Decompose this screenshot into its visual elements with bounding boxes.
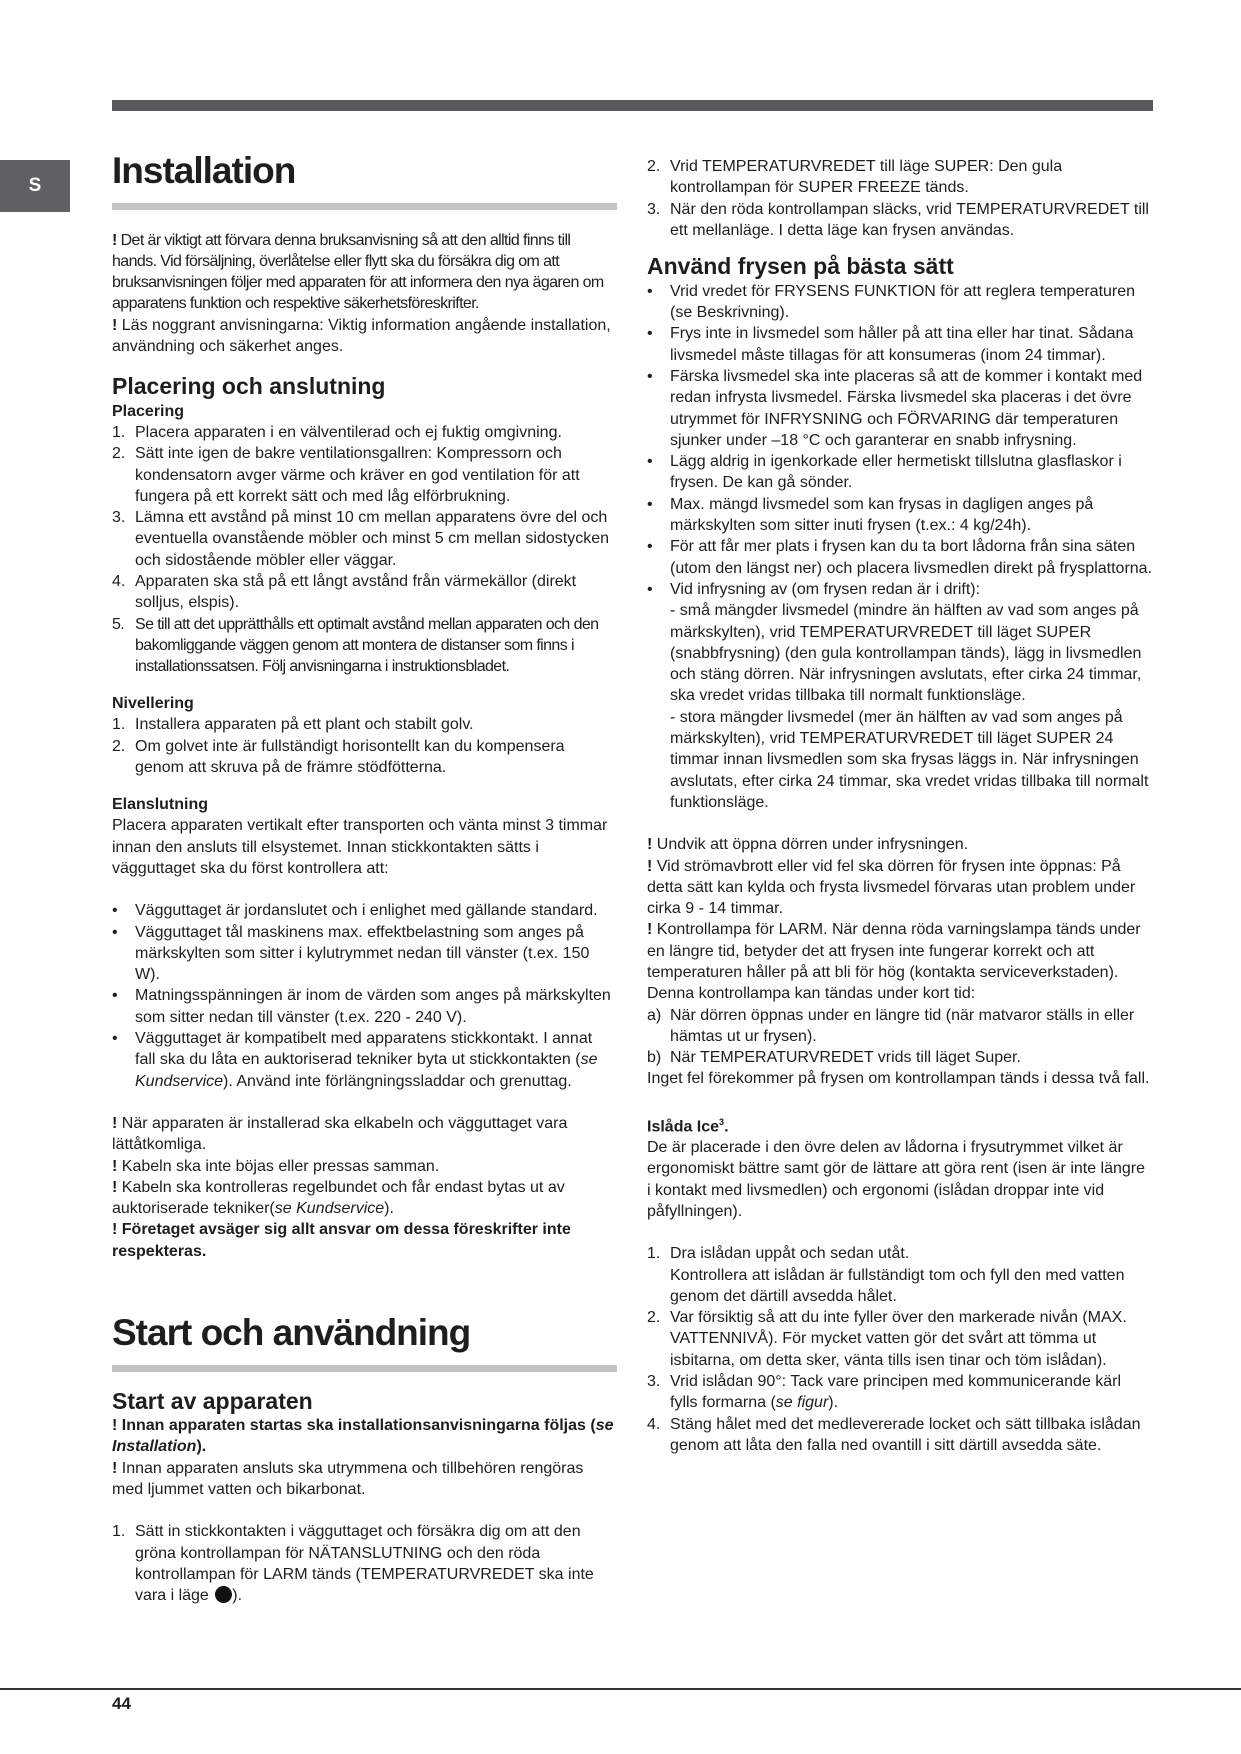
list-item: • Vrid vredet för FRYSENS FUNKTION för att reglera temperaturen (se Beskrivning). (647, 282, 1136, 322)
list-item: 1. Sätt in stickkontakten i vägguttaget och försäkra dig om att den gröna kontrollampan för NÄTANSLUTNING och den röda kontrollampan för LARM tänds (TEMPERATURVREDET ska inte vara i läge ). (112, 1523, 594, 1605)
frys-list (647, 281, 1153, 813)
list-item: 2. Sätt inte igen de bakre ventilationsgallren: Kompressorn och kondensatorn avger värme och kräver en god ventilation för att fungera på ett korrekt sätt och med låg elförbrukning. (112, 445, 580, 505)
installation-warning-2: ! Läs noggrant anvisningarna: Viktig information angående installation, användning och säkerhet anges. (112, 316, 611, 356)
start-section-title: Start och användning (112, 1312, 471, 1354)
list-item: a) När dörren öppnas under en längre tid (när matvaror ställs in eller hämtas ut ur frysen). (647, 1006, 1135, 1045)
frys-warning-3: ! Kontrollampa för LARM. När denna röda varningslampa tänds under en längre tid, betyder det att frysen inte fungerar korrekt och att temperaturen håller på att bli för hög (kontakta serviceverkstaden). (647, 921, 1141, 981)
elanslutning-warning-2: ! Kabeln ska inte böjas eller pressas samman. (112, 1157, 440, 1175)
title-rule (112, 203, 617, 210)
knob-off-icon (215, 1586, 232, 1603)
list-item: • Matningsspänningen är inom de värden som anges på märkskylten som sitter nedan till vänster (t.ex. 220 - 240 V). (112, 987, 611, 1026)
start-subtitle: Start av apparaten (112, 1387, 313, 1414)
list-item: 2. Vrid TEMPERATURVREDET till läge SUPER: Den gula kontrollampan för SUPER FREEZE tänds. (647, 158, 1063, 197)
list-item: • Vid infrysning av (om frysen redan är i drift): - små mängder livsmedel (mindre än hälften av vad som anges på märkskylten), vrid TEMPERATURVREDET till läget SUPER (snabbfrysning) (den gula kontrollampan tänds), lägg in livsmedlen och stäng dörren. När infrysningen avslutats, efter cirka 24 timmar, ska vredet vridas tillbaka till normalt funktionsläge. - stora mängder livsmedel (mer än hälften av vad som anges på märkskylten), vrid TEMPERATURVREDET till läget SUPER 24 timmar innan livsmedlen som ska frysas läggs in. När infrysningen avslutats, efter cirka 24 timmar, ska vredet vridas tillbaka till normalt funktionsläge. (647, 580, 1149, 811)
start-steps-continued (647, 156, 1153, 241)
ice-list (647, 1243, 1153, 1456)
list-item: • Vägguttaget tål maskinens max. effektbelastning som anges på märkskylten som sitter i kylutrymmet nedan till vänster (t.ex. 150 W). (112, 923, 590, 984)
elanslutning-intro: Placera apparaten vertikalt efter transporten och vänta minst 3 timmar innan den ansluts till elsystemet. Innan stickkontakten sätts i vägguttaget ska du först kontrollera att: (112, 817, 608, 877)
installation-title: Installation (112, 150, 296, 191)
list-item: 2. Om golvet inte är fullständigt horisontellt kan du kompensera genom att skruva på de främre stödfötterna. (112, 737, 565, 777)
ice-text: De är placerade i den övre delen av lådorna i frysutrymmet vilket är ergonomiskt bättre samt gör de lättare att göra rent (isen är inte längre i kontakt med livsmedlen) och ergonomi (islådan droppar inte vid påfyllningen). (647, 1139, 1146, 1220)
placering-heading: Placering (112, 402, 185, 420)
nivellering-list (112, 714, 617, 778)
list-item: 5. Se till att det upprätthålls ett optimalt avstånd mellan apparaten och den bakomliggande väggen genom att montera de distanser som finns i installationssatsen. Följ anvisningarna i instruktionsbladet. (112, 615, 599, 676)
language-tab: S (0, 160, 70, 212)
list-item: • Vägguttaget är kompatibelt med apparatens stickkontakt. I annat fall ska du låta en auktoriserad tekniker byta ut stickkontakten (se Kundservice). Använd inte förlängningssladdar och grenuttag. (112, 1030, 598, 1090)
frys-section-title: Använd frysen på bästa sätt (647, 253, 954, 280)
elanslutning-warning-4: ! Företaget avsäger sig allt ansvar om dessa föreskrifter inte respekteras. (112, 1221, 571, 1260)
frys-warning-1: ! Undvik att öppna dörren under infrysningen. (647, 836, 969, 854)
list-item: 3. När den röda kontrollampan släcks, vrid TEMPERATURVREDET till ett mellanläge. I detta läge kan frysen användas. (647, 200, 1149, 239)
list-item: 3. Lämna ett avstånd på minst 10 cm mellan apparatens övre del och eventuella ovanstående möbler och minst 5 cm mellan sidostycken och sidostående möbler eller väggar. (112, 509, 610, 569)
list-item: • Frys inte in livsmedel som håller på att tina eller har tinat. Sådana livsmedel måste tillagas för att konsumeras (inom 24 timmar). (647, 325, 1134, 364)
list-item: • Vägguttaget är jordanslutet och i enlighet med gällande standard. (112, 902, 598, 920)
list-item: 1. Dra islådan uppåt och sedan utåt. Kontrollera att islådan är fullständigt tom och fyll den med vatten genom det därtill avsedda hålet. (647, 1245, 1125, 1305)
frys-warning-2: ! Vid strömavbrott eller vid fel ska dörren för frysen inte öppnas: På detta sätt kan kylda och frysta livsmedel förvaras utan problem under cirka 9 - 14 timmar. (647, 857, 1136, 918)
ice-heading: Islåda Ice$^3$. (647, 1116, 729, 1136)
placering-section-title: Placering och anslutning (112, 373, 386, 400)
installation-warning-1: ! Det är viktigt att förvara denna bruksanvisning så att den alltid finns till hands. Vid försäljning, överlåtelse eller flytt ska du försäkra dig om att bruksanvisningen följer med apparaten för att informera den nya ägaren om apparatens funktion och respektive säkerhetsföreskrifter. (112, 231, 604, 313)
top-rule (112, 100, 1153, 111)
nivellering-heading: Nivellering (112, 695, 194, 713)
lamp-outro: Inget fel förekommer på frysen om kontrollampan tänds i dessa två fall. (647, 1070, 1150, 1088)
list-item: • Lägg aldrig in igenkorkade eller hermetiskt tillslutna glasflaskor i frysen. De kan gå sönder. (647, 453, 1122, 492)
page-number: 44 (112, 1694, 131, 1713)
footer-rule (0, 1688, 1241, 1690)
start-warning-1: ! Innan apparaten startas ska installationsanvisningarna följas (se Installation). (112, 1417, 614, 1456)
right-column (647, 156, 1153, 1456)
left-column (112, 150, 617, 1607)
list-item: 2. Var försiktig så att du inte fyller över den markerade nivån (MAX. VATTENNIVÅ). För mycket vatten gör det svårt att tömma ut isbitarna, om detta sker, vänta tills isen tinar och töm islådan). (647, 1309, 1127, 1369)
elanslutning-heading: Elanslutning (112, 796, 208, 814)
list-item: 4. Apparaten ska stå på ett långt avstånd från värmekällor (direkt solljus, elspis). (112, 573, 577, 612)
start-warning-2: ! Innan apparaten ansluts ska utrymmena och tillbehören rengöras med ljummet vatten och bikarbonat. (112, 1459, 584, 1499)
start-steps (112, 1521, 617, 1606)
list-item: • Färska livsmedel ska inte placeras så att de kommer i kontakt med redan infrysta livsmedel. Färska livsmedel ska placeras i det övre utrymmet för INFRYSNING och FÖRVARING där temperaturen sjunker under –18 °C och garanterar en snabb infrysning. (647, 367, 1143, 449)
list-item: 3. Vrid islådan 90°: Tack vare principen med kommunicerande kärl fylls formarna (se figur). (647, 1373, 1122, 1412)
list-item: b) När TEMPERATURVREDET vrids till läget Super. (647, 1049, 1021, 1067)
placering-list (112, 422, 617, 678)
lamp-intro: Denna kontrollampa kan tändas under kort tid: (647, 985, 976, 1003)
lamp-list (647, 1005, 1153, 1069)
list-item: 1. Placera apparaten i en välventilerad och ej fuktig omgivning. (112, 423, 562, 441)
list-item: 4. Stäng hålet med det medlevererade locket och sätt tillbaka islådan genom att låta den falla ned ovantill i sitt därtill avsedda säte. (647, 1415, 1141, 1454)
elanslutning-warning-3: ! Kabeln ska kontrolleras regelbundet och får endast bytas ut av auktoriserade tekniker(se Kundservice). (112, 1178, 565, 1218)
elanslutning-list (112, 900, 617, 1092)
elanslutning-warning-1: ! När apparaten är installerad ska elkabeln och vägguttaget vara lättåtkomliga. (112, 1114, 568, 1154)
list-item: • Max. mängd livsmedel som kan frysas in dagligen anges på märkskylten som sitter inuti frysen (t.ex.: 4 kg/24h). (647, 495, 1094, 535)
list-item: • För att får mer plats i frysen kan du ta bort lådorna från sina säten (utom den längst ner) och placera livsmedlen direkt på frysplattorna. (647, 538, 1153, 577)
title-rule (112, 1365, 617, 1372)
list-item: 1. Installera apparaten på ett plant och stabilt golv. (112, 716, 474, 734)
